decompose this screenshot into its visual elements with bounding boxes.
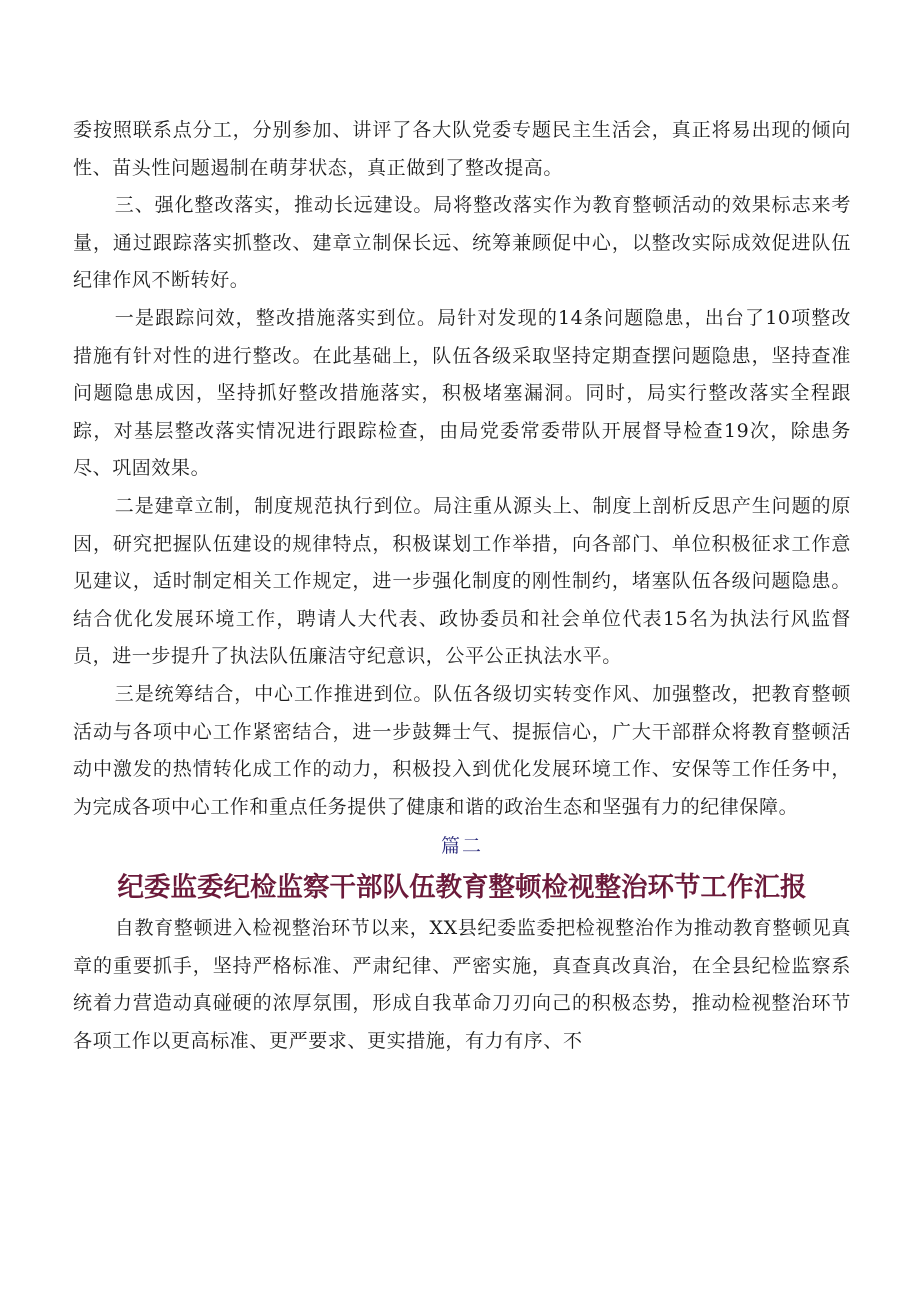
paragraph-point-one: 一是跟踪问效，整改措施落实到位。局针对发现的14条问题隐患，出台了10项整改措施有针对性的进行整改。在此基础上，队伍各级采取坚持定期查摆问题隐患，坚持查准问题隐患成因，坚持抓好整改措施落实，积极堵塞漏洞。同时，局实行整改落实全程跟踪，对基层整改落实情况进行跟踪检查，由局党委常委带队开展督导检查19次，除患务尽、巩固效果。 bbox=[73, 306, 851, 480]
section-label: 篇二 bbox=[440, 835, 483, 858]
paragraph-continuation: 委按照联系点分工，分别参加、讲评了各大队党委专题民主生活会，真正将易出现的倾向性、苗头性问题遏制在萌芽状态，真正做到了整改提高。 bbox=[73, 119, 851, 179]
paragraph-section-three: 三、强化整改落实，推动长远建设。局将整改落实作为教育整顿活动的效果标志来考量，通过跟踪落实抓整改、建章立制保长远、统筹兼顾促中心，以整改实际成效促进队伍纪律作风不断转好。 bbox=[73, 194, 851, 292]
paragraph-point-three: 三是统筹结合，中心工作推进到位。队伍各级切实转变作风、加强整改，把教育整顿活动与各项中心工作紧密结合，进一步鼓舞士气、提振信心，广大干部群众将教育整顿活动中激发的热情转化成工作的动力，积极投入到优化发展环境工作、安保等工作任务中，为完成各项中心工作和重点任务提供了健康和谐的政治生态和坚强有力的纪律保障。 bbox=[73, 682, 851, 818]
document-body bbox=[73, 112, 851, 1061]
paragraph-intro: 自教育整顿进入检视整治环节以来，XX县纪委监委把检视整治作为推动教育整顿见真章的重要抓手，坚持严格标准、严肃纪律、严密实施，真查真改真治，在全县纪检监察系统着力营造动真碰硬的浓厚氛围，形成自我革命刀刃向己的积极态势，推动检视整治环节各项工作以更高标准、更严要求、更实措施，有力有序、不 bbox=[73, 917, 851, 1053]
paragraph-point-two: 二是建章立制，制度规范执行到位。局注重从源头上、制度上剖析反思产生问题的原因，研究把握队伍建设的规律特点，积极谋划工作举措，向各部门、单位积极征求工作意见建议，适时制定相关工作规定，进一步强化制度的刚性制约，堵塞队伍各级问题隐患。结合优化发展环境工作，聘请人大代表、政协委员和社会单位代表15名为执法行风监督员，进一步提升了执法队伍廉洁守纪意识，公平公正执法水平。 bbox=[73, 494, 851, 668]
article-title: 纪委监委纪检监察干部队伍教育整顿检视整治环节工作汇报 bbox=[117, 872, 807, 904]
